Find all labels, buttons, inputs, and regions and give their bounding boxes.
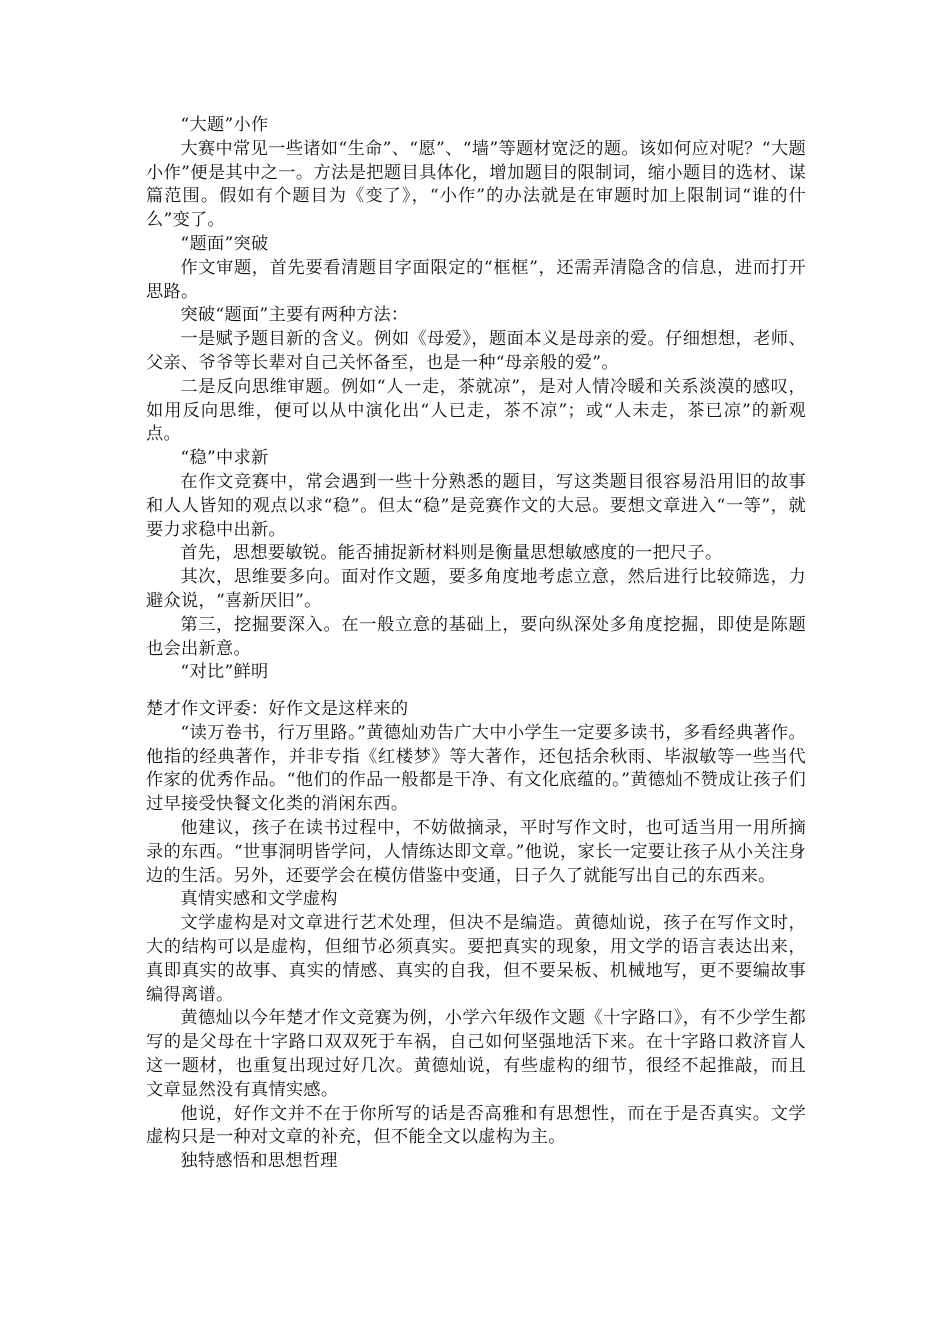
subheading: “大题”小作 <box>180 115 269 135</box>
paragraph: 在作文竞赛中，常会遇到一些十分熟悉的题目，写这类题目很容易沿用旧的故事和人人皆知的观点以求“稳”。但太“稳”是竞赛作文的大忌。要想文章进入“一等”，就要力求稳中出新。 <box>146 471 806 540</box>
article-title: 楚才作文评委：好作文是这样来的 <box>146 699 409 719</box>
paragraph: 大赛中常见一些诸如“生命”、“愿”、“墙”等题材宽泛的题。该如何应对呢？“大题小作”便是其中之一。方法是把题目具体化，增加题目的限制词，缩小题目的选材、谋篇范围。假如有个题目为《变了》，“小作”的办法就是在审题时加上限制词“谁的什么”变了。 <box>146 138 806 231</box>
subheading: “对比”鲜明 <box>180 662 269 683</box>
paragraph: 一是赋予题目新的含义。例如《母爱》，题面本义是母亲的爱。仔细想想，老师、父亲、爷爷等长辈对自己关怀备至，也是一种“母亲般的爱”。 <box>146 329 806 373</box>
section-judges-article <box>146 698 806 1174</box>
paragraph: 首先，思想要敏锐。能否捕捉新材料则是衡量思想敏感度的一把尺子。 <box>180 543 723 564</box>
paragraph: 文学虚构是对文章进行艺术处理，但决不是编造。黄德灿说，孩子在写作文时，大的结构可以是虚构，但细节必须真实。要把真实的现象，用文学的语言表达出来，真即真实的故事、真实的情感、真实的自我，但不要呆板、机械地写，更不要编故事编得离谱。 <box>146 913 806 1005</box>
section-writing-tips <box>146 114 806 685</box>
subheading: 独特感悟和思想哲理 <box>180 1151 338 1172</box>
paragraph: 其次，思维要多向。面对作文题，要多角度地考虑立意，然后进行比较筛选，力避众说，“喜新厌旧”。 <box>146 567 806 611</box>
paragraph: 突破“题面”主要有两种方法： <box>180 305 409 326</box>
subheading: 真情实感和文学虚构 <box>180 889 338 910</box>
paragraph: 他说，好作文并不在于你所写的话是否高雅和有思想性，而在于是否真实。文学虚构只是一种对文章的补充，但不能全文以虚构为主。 <box>146 1103 806 1148</box>
subheading: “题面”突破 <box>180 233 269 254</box>
paragraph: 他建议，孩子在读书过程中，不妨做摘录，平时写作文时，也可适当用一用所摘录的东西。“世事洞明皆学问，人情练达即文章。”他说，家长一定要让孩子从小关注身边的生活。另外，还要学会在模仿借鉴中变通，日子久了就能写出自己的东西来。 <box>146 817 806 886</box>
paragraph: 作文审题，首先要看清题目字面限定的“框框”，还需弄清隐含的信息，进而打开思路。 <box>146 257 806 302</box>
paragraph: “读万卷书，行万里路。”黄德灿劝告广大中小学生一定要多读书，多看经典著作。他指的经典著作，并非专指《红楼梦》等大著作，还包括余秋雨、毕淑敏等一些当代作家的优秀作品。“他们的作品一般都是干净、有文化底蕴的。”黄德灿不赞成让孩子们过早接受快餐文化类的消闲东西。 <box>146 722 806 815</box>
paragraph: 第三，挖掘要深入。在一般立意的基础上，要向纵深处多角度挖掘，即使是陈题也会出新意。 <box>146 614 806 659</box>
paragraph: 黄德灿以今年楚才作文竞赛为例，小学六年级作文题《十字路口》，有不少学生都写的是父母在十字路口双双死于车祸，自己如何坚强地活下来。在十字路口救济盲人这一题材，也重复出现过好几次。黄德灿说，有些虚构的细节，很经不起推敲，而且文章显然没有真情实感。 <box>146 1008 806 1100</box>
paragraph: 二是反向思维审题。例如“人一走，茶就凉”，是对人情冷暖和关系淡漠的感叹，如用反向思维，便可以从中演化出“人已走，茶不凉”；或“人未走，茶已凉”的新观点。 <box>146 376 806 445</box>
subheading: “稳”中求新 <box>180 448 269 469</box>
